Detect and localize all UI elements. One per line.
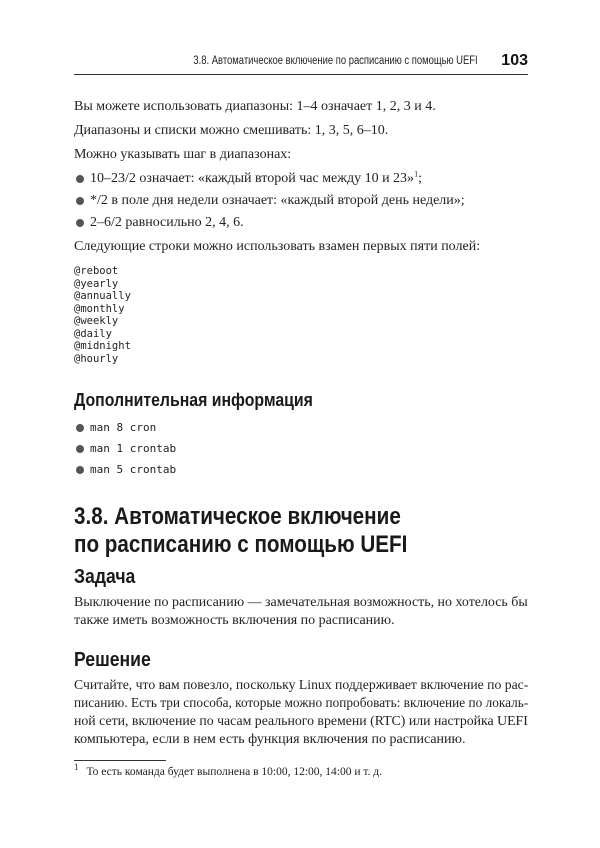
code-line: @hourly bbox=[74, 352, 119, 365]
code-line: @reboot bbox=[74, 265, 119, 277]
footnote-text: То есть команда будет выполнена в 10:00, 12:00, 14:00 и т. д. bbox=[86, 766, 383, 778]
bullet-icon bbox=[76, 424, 84, 432]
list-item-text: man 8 cron bbox=[90, 421, 157, 434]
code-block bbox=[74, 265, 374, 365]
paragraph-ranges: Вы можете использовать диапазоны: 1–4 означает 1, 2, 3 и 4. bbox=[74, 99, 436, 114]
heading-more-info: Дополнительная информация bbox=[74, 390, 313, 410]
code-line: @yearly bbox=[74, 277, 119, 290]
bullet-icon bbox=[76, 175, 84, 183]
code-line: @annually bbox=[74, 290, 131, 302]
bullet-icon bbox=[76, 445, 84, 453]
list-item bbox=[74, 460, 528, 480]
code-line: @daily bbox=[74, 327, 112, 340]
footnote-ref: 1 bbox=[414, 169, 419, 179]
running-header-title: 3.8. Автоматическое включение по расписанию с помощью UEFI bbox=[193, 55, 478, 67]
bullet-icon bbox=[76, 219, 84, 227]
code-line: @monthly bbox=[74, 302, 125, 315]
paragraph-mix: Диапазоны и списки можно смешивать: 1, 3, 5, 6–10. bbox=[74, 123, 389, 138]
list-item-tail: ; bbox=[418, 171, 422, 186]
list-item bbox=[74, 418, 528, 438]
footnote bbox=[74, 764, 528, 780]
running-header bbox=[74, 52, 528, 75]
heading-task: Задача bbox=[74, 566, 136, 588]
list-item-text: man 1 crontab bbox=[90, 442, 177, 455]
list-item bbox=[74, 169, 528, 189]
task-line: также иметь возможность включения по расписанию. bbox=[74, 613, 395, 628]
bullet-icon bbox=[76, 466, 84, 474]
section-title-line-1: 3.8. Автоматическое включение bbox=[74, 503, 401, 530]
list-item-text: 2–6/2 равносильно 2, 4, 6. bbox=[90, 215, 244, 230]
task-line: Выключение по расписанию — замечательная возможность, но хотелось бы bbox=[74, 595, 528, 610]
solution-line: писанию. Есть три способа, которые можно попробовать: включение по локаль- bbox=[74, 696, 529, 711]
list-item bbox=[74, 213, 528, 233]
solution-line: компьютера, если в нем есть функция включения по расписанию. bbox=[74, 732, 466, 747]
list-item bbox=[74, 439, 528, 459]
list-item bbox=[74, 191, 528, 211]
list-item-text: */2 в поле дня недели означает: «каждый второй день недели»; bbox=[90, 193, 465, 208]
solution-line: ной сети, включение по часам реального времени (RTC) или настройка UEFI bbox=[74, 714, 528, 729]
heading-solution: Решение bbox=[74, 649, 151, 671]
section-title-line-2: по расписанию с помощью UEFI bbox=[74, 531, 408, 558]
list-item-text: 10–23/2 означает: «каждый второй час между 10 и 23» bbox=[90, 171, 415, 186]
code-line: @weekly bbox=[74, 315, 119, 327]
list-item-text: man 5 crontab bbox=[90, 463, 177, 476]
paragraph-step: Можно указывать шаг в диапазонах: bbox=[74, 147, 292, 162]
solution-line: Считайте, что вам повезло, поскольку Linux поддерживает включение по рас- bbox=[74, 678, 529, 693]
paragraph-replace: Следующие строки можно использовать взамен первых пяти полей: bbox=[74, 239, 481, 254]
bullet-icon bbox=[76, 197, 84, 205]
page-number: 103 bbox=[501, 52, 528, 69]
footnote-mark: 1 bbox=[74, 762, 79, 773]
footnote-divider bbox=[74, 760, 166, 761]
code-line: @midnight bbox=[74, 340, 131, 352]
